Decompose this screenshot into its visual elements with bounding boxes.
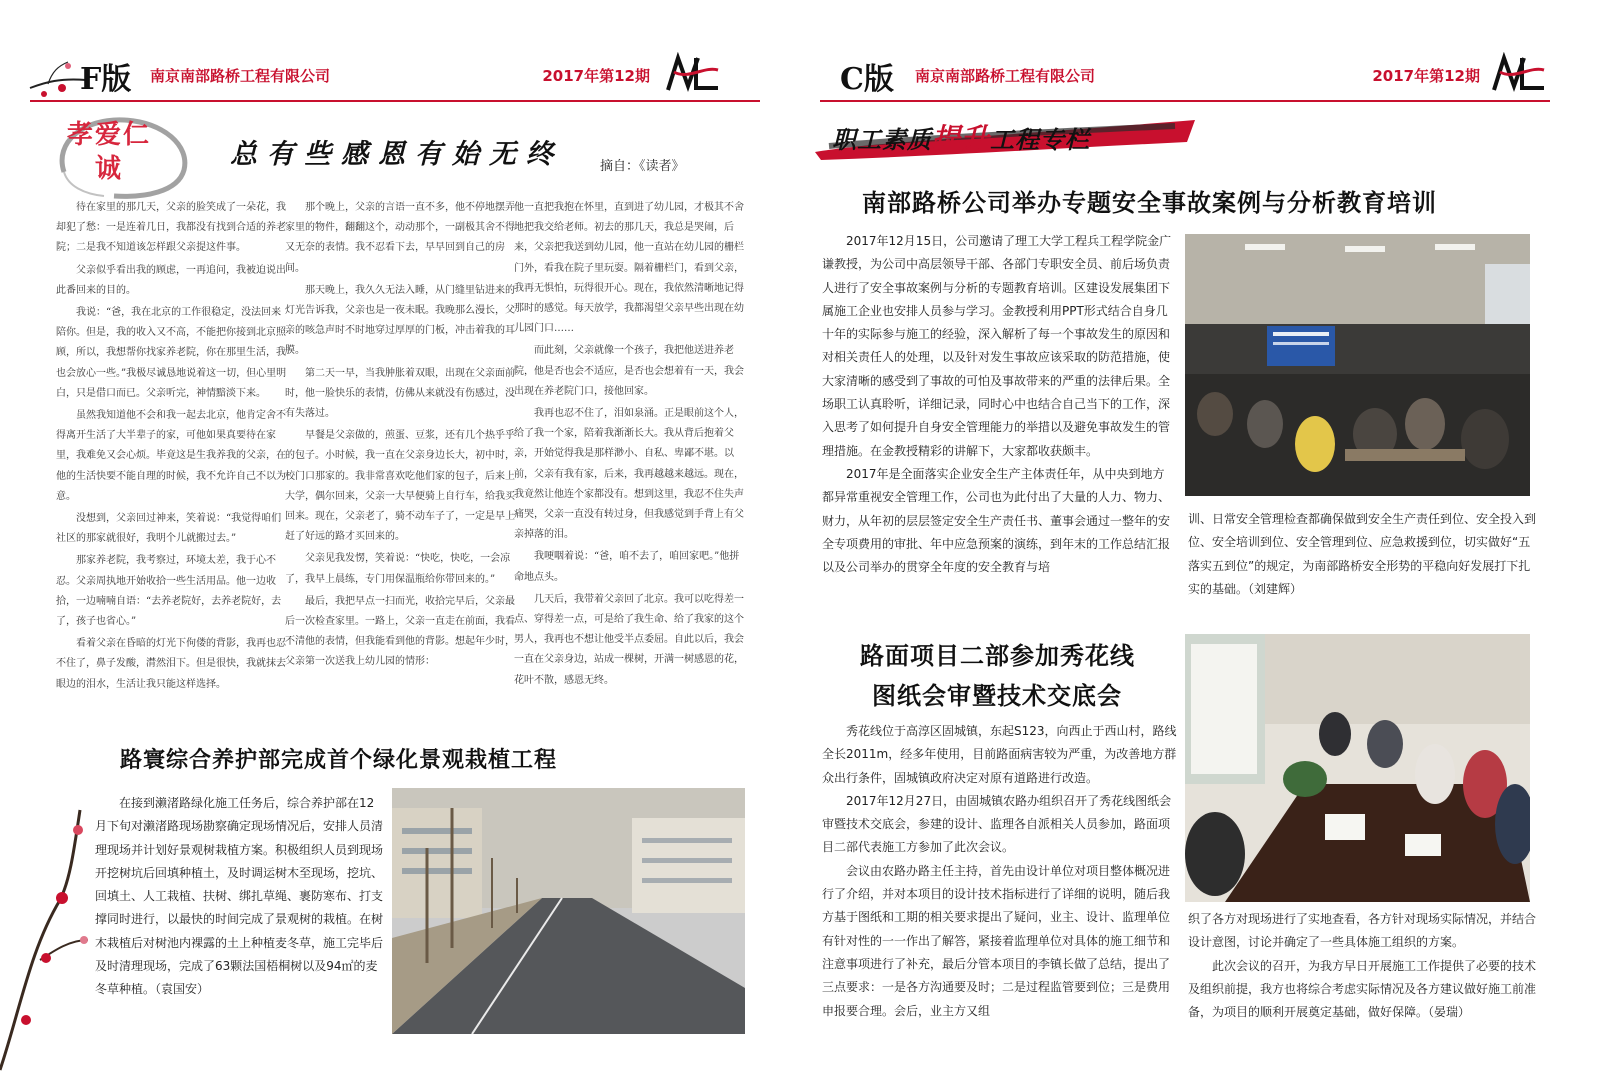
road-article-body bbox=[822, 720, 1177, 1023]
story-paragraph: 虽然我知道他不会和我一起去北京，他肯定舍不得离开生活了大半辈子的家，可他如果真要待在家里，我难免又会心烦。毕竟这是生我养我的父亲，在他的生活快要不能自理的时候，我不允许自己不以为意。 bbox=[56, 410, 286, 502]
column-title-highlight: 提升 bbox=[932, 122, 991, 155]
left-page bbox=[0, 0, 790, 1090]
right-header bbox=[820, 52, 1550, 100]
story-paragraph: 那天晚上，我久久无法入睡，从门缝里钻进来的灯光告诉我，父亲也是一夜未眠。我晚那么漫长，父亲的咳急声时不时地穿过厚厚的门板，冲击着我的耳膜。 bbox=[285, 284, 515, 357]
article-paragraph: 在接到濑渚路绿化施工任务后，综合养护部在12月下旬对濑渚路现场勘察确定现场情况后，安排人员清理现场并计划好景观树栽植方案。积极组织人员到现场开挖树坑后回填种植土，及时调运树木至现场，挖坑、回填土、人工栽植、扶树、绑扎草绳、裹防寒布、打支撑同时进行，以最快的时间完成了景观树的栽植。在树木栽植后对树池内裸露的土上种植麦冬草，施工完毕后及时清理现场，完成了63颗法国梧桐树以及94㎡的麦冬草种植。（袁国安） bbox=[95, 796, 384, 997]
article-paragraph: 2017年12月27日，由固城镇农路办组织召开了秀花线图纸会审暨技术交底会，参建的设计、监理各自派相关人员参加，路面项目二部代表施工方参加了此次会议。 bbox=[822, 793, 1172, 855]
story-column-3 bbox=[514, 198, 749, 693]
story-paragraph: 父亲似乎看出我的顾虑，一再追问，我被迫说出此番回来的目的。 bbox=[56, 264, 286, 296]
story-paragraph: 而此刻，父亲就像一个孩子，我把他送进养老院，他是否也会不适应，是否也会想着有一天，我会出现在养老院门口，接他回家。 bbox=[514, 345, 744, 397]
issue-number: 2017年第12期 bbox=[1372, 67, 1480, 85]
story-paragraph: 我说：“爸，我在北京的工作很稳定，没法回来陪你。但是，我的收入又不高，不能把你接到北京照顾，所以，我想帮你找家养老院，你在那里生活，我也会放心一些。”我极尽诚恳地说着这一切，但心里明白，只是借口而已。父亲听完，神情黯淡下来。 bbox=[56, 307, 287, 399]
story-column-1 bbox=[56, 198, 291, 697]
story-paragraph: 待在家里的那几天，父亲的脸笑成了一朵花，我却犯了愁：一是连着几日，我都没有找到合适的养老院；二是我不知道该怎样跟父亲提这件事。 bbox=[56, 202, 286, 254]
safety-seminar-photo bbox=[1185, 234, 1530, 496]
article-paragraph: 2017年12月15日，公司邀请了理工大学工程兵工程学院金广谦教授，为公司中高层领导干部、各部门专职安全员、前后场负责人进行了安全事故案例与分析的专题教育培训。区建设发展集团下属施工企业也安排人员参与学习。金教授利用PPT形式结合自身几十年的实际参与施工的经验，深入解析了每一个事故发生的原因和对相关责任人的处理，以及针对发生事故应该采取的防范措施，使大家清晰的感受到了事故的可怕及事故带来的严重的法律后果。全场职工认真聆听，详细记录，同时心中也结合自己当下的工作，深入思考了如何提升自身安全管理能力的举措以及避免事故发生的管理措施。在金教授精彩的讲解下，大家都收获颇丰。 bbox=[822, 234, 1172, 458]
road-meeting-photo bbox=[1185, 634, 1530, 902]
story-paragraph: 我哽咽着说：“爸，咱不去了，咱回家吧。”他拼命地点头。 bbox=[514, 551, 740, 583]
greening-article-body bbox=[95, 792, 385, 1002]
column-title-prefix: 职工素质 bbox=[832, 126, 932, 154]
column-title-suffix: 工程专栏 bbox=[990, 126, 1091, 154]
column-banner-title bbox=[832, 117, 1090, 157]
safety-article-body-continued bbox=[1188, 508, 1536, 601]
company-name: 南京南部路桥工程有限公司 bbox=[150, 67, 331, 85]
article-paragraph: 会议由农路办路主任主持，首先由设计单位对项目整体概况进行了介绍，并对本项目的设计技术指标进行了详细的说明，随后我方基于图纸和工期的相关要求提出了疑问，业主、设计、监理单位有针对性的一一作出了解答，紧接着监理单位对具体的施工细节和注意事项进行了补充，最后分管本项目的李镇长做了总结，提出了三点要求：一是各方沟通要及时；二是过程监管要到位；三是费用申报要合理。会后，业主方又组 bbox=[822, 863, 1171, 1018]
safety-article-title: 南部路桥公司举办专题安全事故案例与分析教育培训 bbox=[862, 189, 1437, 217]
story-paragraph: 父亲见我发愣，笑着说：“快吃，快吃，一会凉了，我早上晨练，专门用保温瓶给你带回来的。” bbox=[285, 553, 511, 585]
left-header bbox=[30, 52, 760, 100]
story-paragraph: 那家养老院，我考察过，环境太差，我于心不忍。父亲周执地开始收拾一些生活用品。他一边收拾，一边喃喃自语：“去养老院好，去养老院好，去了，孩子也省心。” bbox=[56, 555, 282, 628]
road-article-title-line1: 路面项目二部参加秀花线 bbox=[860, 642, 1135, 670]
edition-label: C版 bbox=[840, 62, 894, 97]
story-paragraph: 没想到，父亲回过神来，笑着说：“我觉得咱们社区的那家就很好，我明个儿就搬过去。” bbox=[56, 513, 282, 545]
article-paragraph: 此次会议的召开，为我方早日开展施工工作提供了必要的技术及组织前提，我方也将综合考虑实际情况及各方建议做好施工前准备，为项目的顺利开展奠定基础，做好保障。（晏瑞） bbox=[1188, 958, 1537, 1020]
header-rule bbox=[30, 100, 760, 102]
greening-article-title: 路寰综合养护部完成首个绿化景观栽植工程 bbox=[120, 748, 558, 773]
excerpt-source: 摘自：《读者》 bbox=[600, 159, 685, 174]
story-paragraph: 最后，我把早点一扫而光，收拾完早后，父亲最后一次检查家里。一路上，父亲一直走在前面，我看不清他的表情，但我能看到他的背影。想起年少时，父亲第一次送我上幼儿园的情形： bbox=[285, 595, 515, 668]
article-paragraph: 2017年是全面落实企业安全生产主体责任年，从中央到地方都异常重视安全管理工作，公司也为此付出了大量的人力、物力、财力，从年初的层层签定安全生产责任书、董事会通过一整年的安全专项费用的审批、年中应急预案的演练，到年末的工作总结汇报以及公司举办的贯穿全年度的安全教育与培 bbox=[822, 466, 1171, 575]
safety-article-body bbox=[822, 230, 1172, 579]
plum-blossom-decoration bbox=[0, 790, 90, 1080]
story-paragraph: 早餐是父亲做的，煎蛋、豆浆，还有几个热乎乎的包子。小时候，我一直在父亲身边长大，初中时，校门口那家的。我非常喜欢吃他们家的包子，后来上大学，偶尔回来，父亲一大早便骑上自行车，给我买回来。现在，父亲老了，骑不动车子了，一定是早上赶了好远的路才买回来的。 bbox=[285, 430, 515, 543]
story-paragraph: 他一直把我抱在怀里，直到进了幼儿园，才极其不舍地把我交给老师。初去的那几天，我总是哭闹，后来，父亲把我送到幼儿园，他一直站在幼儿园的栅栏门外，看我在院子里玩耍。隔着栅栏门，看到父亲，我再无惧怕，玩得很开心。现在，我依然清晰地记得那时的感觉。每天放学，我都渴望父亲早些出现在幼儿园门口…… bbox=[514, 202, 744, 335]
story-paragraph: 那个晚上，父亲的言语一直不多，他不停地摆弄家里的物件，翻翻这个，动动那个，一副极其舍不得又无奈的表情。我不忍看下去，早早回到自己的房间。 bbox=[285, 202, 515, 274]
road-planting-photo bbox=[392, 788, 745, 1034]
article-paragraph: 秀花线位于高淳区固城镇，东起S123，向西止于西山村，路线全长2011m，经多年使用，目前路面病害较为严重，为改善地方群众出行条件，固城镇政府决定对原有道路进行改造。 bbox=[822, 724, 1177, 785]
road-article-title-line2: 图纸会审暨技术交底会 bbox=[872, 682, 1122, 710]
story-paragraph: 看着父亲在昏暗的灯光下佝偻的背影，我再也忍不住了，鼻子发酸，潸然泪下。但是很快，我就抹去眼边的泪水，生活让我只能这样选择。 bbox=[56, 638, 286, 690]
seal-text: 孝爱仁诚 bbox=[66, 120, 151, 184]
story-paragraph: 第二天一早，当我肿胀着双眼，出现在父亲面前时，他一脸快乐的表情，仿佛从来就没有伤感过，没有失落过。 bbox=[285, 367, 515, 420]
article-paragraph: 训、日常安全管理检查都确保做到安全生产责任到位、安全投入到位、安全培训到位、安全管理到位、应急救援到位，切实做好“五落实五到位”的规定，为南部路桥安全形势的平稳向好发展打下扎实的基础。（刘建辉） bbox=[1188, 512, 1537, 596]
story-column-2 bbox=[285, 198, 520, 675]
edition-label: F版 bbox=[80, 62, 132, 97]
story-paragraph: 我再也忍不住了，泪如泉涌。正是眼前这个人，给了我一个家，陪着我渐渐长大。我从背后抱着父亲，开始觉得我是那样渺小、自私、卑鄙不堪。以前，父亲有我有家，后来，我再越越来越远。现在，我竟然让他连个家都没有。想到这里，我忍不住失声痛哭，父亲一直没有转过身，但我感觉到手背上有父亲掉落的泪。 bbox=[514, 408, 744, 541]
company-logo bbox=[664, 52, 720, 94]
company-logo bbox=[1490, 52, 1546, 94]
company-name: 南京南部路桥工程有限公司 bbox=[915, 67, 1096, 85]
road-article-body-continued bbox=[1188, 908, 1536, 1024]
feature-title: 总有些感恩有始无终 bbox=[230, 139, 563, 170]
header-rule bbox=[820, 100, 1550, 102]
issue-number: 2017年第12期 bbox=[542, 67, 650, 85]
story-paragraph: 几天后，我带着父亲回了北京。我可以吃得差一点、穿得差一点，可是给了我生命、给了我家的这个男人，我再也不想让他受半点委屈。自此以后，我会一直在父亲身边，站成一棵树，开满一树感恩的花，花叶不散，感恩无终。 bbox=[514, 593, 744, 686]
article-paragraph: 织了各方对现场进行了实地查看，各方针对现场实际情况，并结合设计意图，讨论并确定了一些具体施工组织的方案。 bbox=[1188, 912, 1537, 950]
